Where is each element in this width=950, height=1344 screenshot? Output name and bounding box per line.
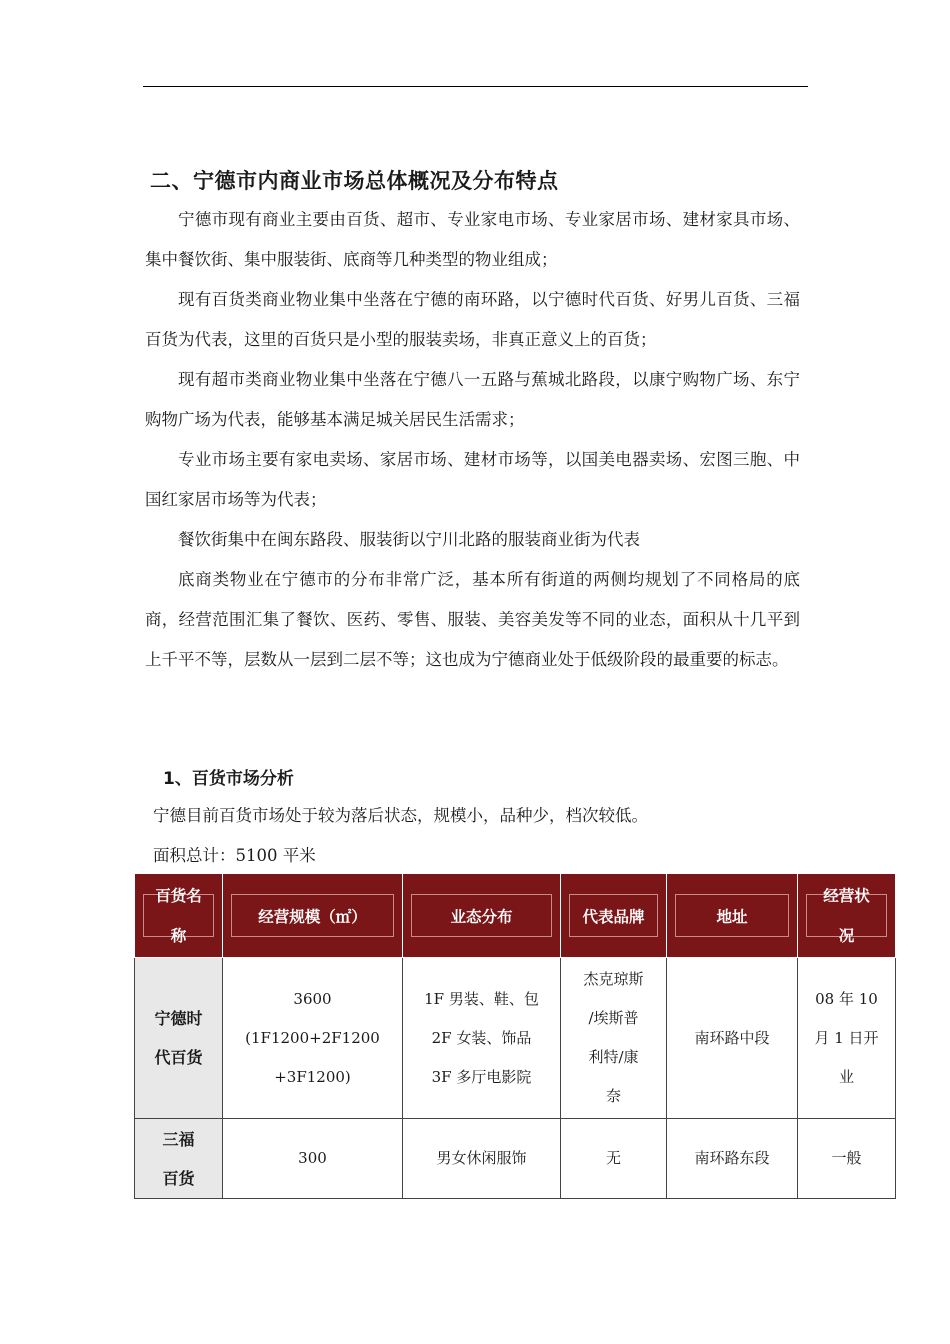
subsection-title: 1、百货市场分析 — [163, 769, 294, 789]
section-title: 二、宁德市内商业市场总体概况及分布特点 — [150, 169, 559, 193]
paragraph-supermarkets: 现有超市类商业物业集中坐落在宁德八一五路与蕉城北路段，以康宁购物广场、东宁购物广场为代表，能够基本满足城关居民生活需求； — [145, 370, 800, 429]
paragraph-department-stores: 现有百货类商业物业集中坐落在宁德的南环路，以宁德时代百货、好男儿百货、三福百货为代表，这里的百货只是小型的服装卖场，非真正意义上的百货； — [145, 290, 800, 349]
paragraph-food-clothing-streets: 餐饮街集中在闽东路段、服装街以宁川北路的服装商业街为代表 — [178, 530, 640, 549]
cell-scale: 3600 (1F1200+2F1200 +3F1200) — [223, 958, 403, 1119]
header-store-name: 百货名 称 — [135, 874, 223, 958]
cell-address: 南环路东段 — [667, 1119, 798, 1199]
paragraph-ground-floor-shops: 底商类物业在宁德市的分布非常广泛，基本所有街道的两侧均规划了不同格局的底商，经营范围汇集了餐饮、医药、零售、服装、美容美发等不同的业态，面积从十几平到上千平不等，层数从一层到二层不等；这也成为宁德商业处于低级阶段的最重要的标志。 — [145, 570, 800, 669]
header-rule — [143, 86, 808, 87]
cell-status: 08 年 10 月 1 日开 业 — [798, 958, 896, 1119]
table-row — [135, 958, 896, 1119]
subsection-summary: 宁德目前百货市场处于较为落后状态，规模小，品种少，档次较低。 — [153, 806, 648, 825]
header-brand: 代表品牌 — [561, 874, 667, 958]
header-address: 地址 — [667, 874, 798, 958]
cell-format: 1F 男装、鞋、包 2F 女装、饰品 3F 多厅电影院 — [403, 958, 561, 1119]
section-body — [145, 200, 800, 680]
department-store-table — [134, 873, 895, 1199]
cell-store-name: 三福 百货 — [135, 1119, 223, 1199]
cell-store-name: 宁德时 代百货 — [135, 958, 223, 1119]
table-row — [135, 1119, 896, 1199]
cell-format: 男女休闲服饰 — [403, 1119, 561, 1199]
header-format: 业态分布 — [403, 874, 561, 958]
area-total: 面积总计：5100 平米 — [153, 846, 316, 865]
header-status: 经营状 况 — [798, 874, 896, 958]
paragraph-specialty-markets: 专业市场主要有家电卖场、家居市场、建材市场等，以国美电器卖场、宏图三胞、中国红家居市场等为代表； — [145, 450, 800, 509]
cell-brand: 杰克琼斯 /埃斯普 利特/康 奈 — [561, 958, 667, 1119]
cell-status: 一般 — [798, 1119, 896, 1199]
header-scale: 经营规模（㎡） — [223, 874, 403, 958]
cell-address: 南环路中段 — [667, 958, 798, 1119]
cell-scale: 300 — [223, 1119, 403, 1199]
cell-brand: 无 — [561, 1119, 667, 1199]
table-header-row — [135, 874, 896, 958]
paragraph-composition: 宁德市现有商业主要由百货、超市、专业家电市场、专业家居市场、建材家具市场、集中餐饮街、集中服装街、底商等几种类型的物业组成； — [145, 210, 800, 269]
